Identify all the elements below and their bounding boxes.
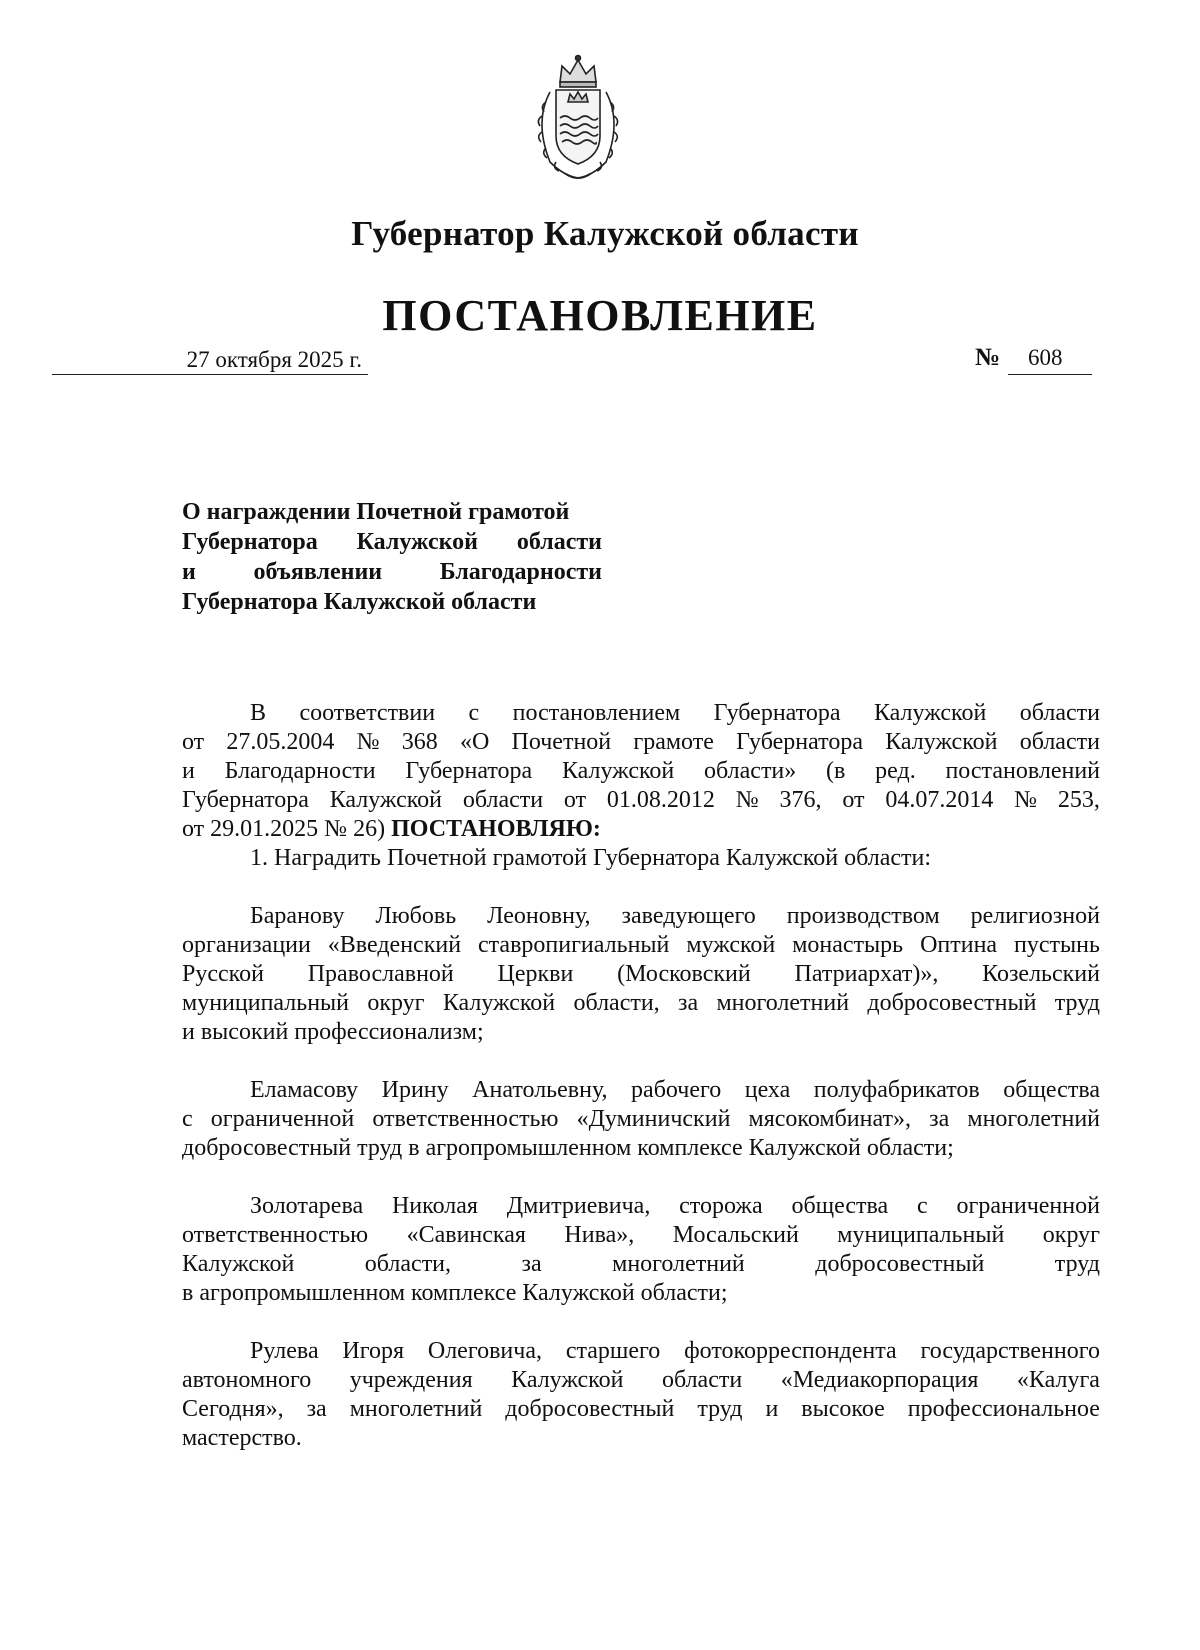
preamble-last-line — [182, 815, 1100, 844]
word: ставропигиальный — [477, 932, 670, 958]
word: Церкви — [497, 961, 574, 987]
word: Анатольевну, — [472, 1077, 608, 1103]
subject-line — [182, 557, 602, 587]
word: за — [306, 1396, 327, 1422]
date-field — [52, 346, 368, 375]
word: Козельский — [982, 961, 1100, 987]
word: «Савинская — [406, 1222, 526, 1248]
word: Мосальский — [672, 1222, 799, 1248]
subject-word: О награждении Почетной грамотой — [182, 499, 570, 525]
word: 368 — [401, 729, 438, 755]
word: ответственностью — [372, 1106, 559, 1132]
word: государственного — [920, 1338, 1100, 1364]
word: Олеговича, — [427, 1338, 542, 1364]
word: В — [250, 700, 267, 726]
awardee-line — [182, 1105, 1100, 1134]
word: Леоновну, — [487, 903, 591, 929]
awardee-line — [182, 931, 1100, 960]
word: Рулева — [250, 1338, 319, 1364]
word: Дмитриевича, — [506, 1193, 651, 1219]
awardee-line — [182, 902, 1100, 931]
word: рабочего — [631, 1077, 722, 1103]
word: производством — [786, 903, 940, 929]
word: ответственностью — [182, 1222, 369, 1248]
word: мужской — [686, 932, 776, 958]
word: округ — [1042, 1222, 1100, 1248]
word: Благодарности — [224, 758, 376, 784]
preamble-line — [182, 757, 1100, 786]
word: «О — [459, 729, 490, 755]
word: и — [765, 1396, 779, 1422]
word: ограниченной — [956, 1193, 1100, 1219]
word: высокое — [801, 1396, 885, 1422]
word: постановлений — [945, 758, 1100, 784]
subject-word: Калужской — [356, 529, 478, 555]
awardee-line — [182, 1395, 1100, 1424]
word: Губернатора — [182, 787, 309, 813]
subject-word: объявлении — [253, 559, 383, 585]
organization-title: Губернатор Калужской области — [351, 214, 859, 253]
word: монастырь — [792, 932, 904, 958]
word: области — [1019, 700, 1100, 726]
preamble-line — [182, 728, 1100, 757]
word: полуфабрикатов — [813, 1077, 980, 1103]
word: с — [182, 1106, 193, 1132]
subject-word: Благодарности — [439, 559, 602, 585]
word: Любовь — [375, 903, 457, 929]
word: сторожа — [679, 1193, 763, 1219]
word: добросовестный — [815, 1251, 985, 1277]
word: № — [1014, 787, 1038, 813]
word: пустынь — [1014, 932, 1100, 958]
word: округ — [367, 990, 425, 1016]
word: многолетний — [349, 1396, 483, 1422]
word: Золотарева — [250, 1193, 364, 1219]
word: Калужской — [561, 758, 675, 784]
word: автономного — [182, 1367, 312, 1393]
word: «Введенский — [327, 932, 462, 958]
word: Еламасову — [250, 1077, 359, 1103]
awardee-line — [182, 1337, 1100, 1366]
word: за — [521, 1251, 542, 1277]
word: Калужской — [885, 729, 998, 755]
subject-word: области — [516, 529, 602, 555]
word: Калужской — [329, 787, 443, 813]
word: Сегодня», — [182, 1396, 284, 1422]
word: с — [468, 700, 480, 726]
word: общества — [791, 1193, 889, 1219]
awardee-last-line: и высокий профессионализм; — [182, 1019, 484, 1045]
word: Оптина — [920, 932, 998, 958]
word: Баранову — [250, 903, 345, 929]
word: постановлением — [512, 700, 681, 726]
awardee-last-line: мастерство. — [182, 1425, 302, 1451]
word: Почетной — [511, 729, 612, 755]
document-date: 27 октября 2025 г. — [186, 347, 362, 372]
word: грамоте — [633, 729, 714, 755]
word: многолетний — [716, 990, 850, 1016]
word: № — [735, 787, 759, 813]
word: и — [182, 758, 195, 784]
subject-word: и — [182, 559, 196, 585]
word: профессиональное — [907, 1396, 1100, 1422]
word: муниципальный — [182, 990, 350, 1016]
subject-line — [182, 587, 602, 617]
word: Православной — [307, 961, 454, 987]
word: соответствии — [299, 700, 436, 726]
word: заведующего — [621, 903, 756, 929]
preamble-line — [182, 699, 1100, 728]
number-label: № — [975, 344, 1001, 371]
word: 253, — [1057, 787, 1100, 813]
word: области, — [364, 1251, 452, 1277]
word: области» — [704, 758, 797, 784]
word: Губернатора — [713, 700, 841, 726]
word: области — [462, 787, 544, 813]
word: «Думиничский — [576, 1106, 731, 1132]
coat-of-arms-icon — [520, 52, 636, 184]
preamble-tail: от 29.01.2025 № 26) — [182, 816, 392, 842]
word: Нива», — [564, 1222, 635, 1248]
subject-word: Губернатора Калужской области — [182, 589, 537, 615]
word: 04.07.2014 — [885, 787, 994, 813]
word: (Московский — [617, 961, 751, 987]
word: Николая — [391, 1193, 478, 1219]
word: (в — [826, 758, 846, 784]
word: Калужской — [442, 990, 556, 1016]
word: «Калуга — [1016, 1367, 1100, 1393]
document-type: ПОСТАНОВЛЕНИЕ — [382, 291, 818, 340]
word: многолетний — [612, 1251, 745, 1277]
word: с — [917, 1193, 928, 1219]
word: от — [563, 787, 587, 813]
word: труд — [1054, 990, 1100, 1016]
word: за — [678, 990, 699, 1016]
awardee-line — [182, 1221, 1100, 1250]
word: цеха — [744, 1077, 791, 1103]
word: Губернатора — [736, 729, 863, 755]
word: 376, — [779, 787, 822, 813]
awardee-line — [182, 1366, 1100, 1395]
word: мясокомбинат», — [748, 1106, 911, 1132]
word: Ирину — [381, 1077, 449, 1103]
word: Калужской — [511, 1367, 624, 1393]
document-number: 608 — [1028, 345, 1063, 370]
word: старшего — [565, 1338, 661, 1364]
word: фотокорреспондента — [684, 1338, 897, 1364]
word: добросовестный — [505, 1396, 675, 1422]
word: организации — [182, 932, 311, 958]
document-subject — [182, 497, 602, 617]
awardee-line — [182, 1192, 1100, 1221]
awardee-line — [182, 960, 1100, 989]
preamble-line — [182, 786, 1100, 815]
word: Русской — [182, 961, 264, 987]
subject-word: Губернатора — [182, 529, 318, 555]
awardee-line — [182, 989, 1100, 1018]
awardee-line — [182, 1076, 1100, 1105]
word: труд — [1054, 1251, 1100, 1277]
word: Калужской — [873, 700, 987, 726]
document-body — [182, 699, 1100, 1453]
word: от — [842, 787, 865, 813]
word: Игоря — [342, 1338, 405, 1364]
word: Губернатора — [405, 758, 533, 784]
word: Патриархат)», — [794, 961, 939, 987]
word: «Медиакорпорация — [780, 1367, 979, 1393]
word: от — [182, 729, 205, 755]
item-1: 1. Наградить Почетной грамотой Губернатора Калужской области: — [250, 845, 932, 871]
word: добросовестный — [867, 990, 1037, 1016]
word: ограниченной — [210, 1106, 355, 1132]
word: области — [1019, 729, 1100, 755]
word: труд — [697, 1396, 743, 1422]
word: Калужской — [182, 1251, 295, 1277]
word: религиозной — [970, 903, 1100, 929]
word: области — [661, 1367, 743, 1393]
resolve-word: ПОСТАНОВЛЯЮ: — [391, 816, 601, 842]
awardee-line — [182, 1250, 1100, 1279]
word: учреждения — [349, 1367, 473, 1393]
word: ред. — [875, 758, 916, 784]
awardee-last-line: в агропромышленном комплексе Калужской области; — [182, 1280, 728, 1306]
awardee-last-line: добросовестный труд в агропромышленном комплексе Калужской области; — [182, 1135, 954, 1161]
word: № — [356, 729, 380, 755]
word: 27.05.2004 — [226, 729, 335, 755]
word: муниципальный — [837, 1222, 1005, 1248]
word: 01.08.2012 — [606, 787, 715, 813]
word: области, — [573, 990, 660, 1016]
subject-line — [182, 527, 602, 557]
word: общества — [1003, 1077, 1100, 1103]
number-field — [1008, 346, 1092, 375]
word: за — [929, 1106, 950, 1132]
word: многолетний — [967, 1106, 1100, 1132]
subject-line — [182, 497, 602, 527]
